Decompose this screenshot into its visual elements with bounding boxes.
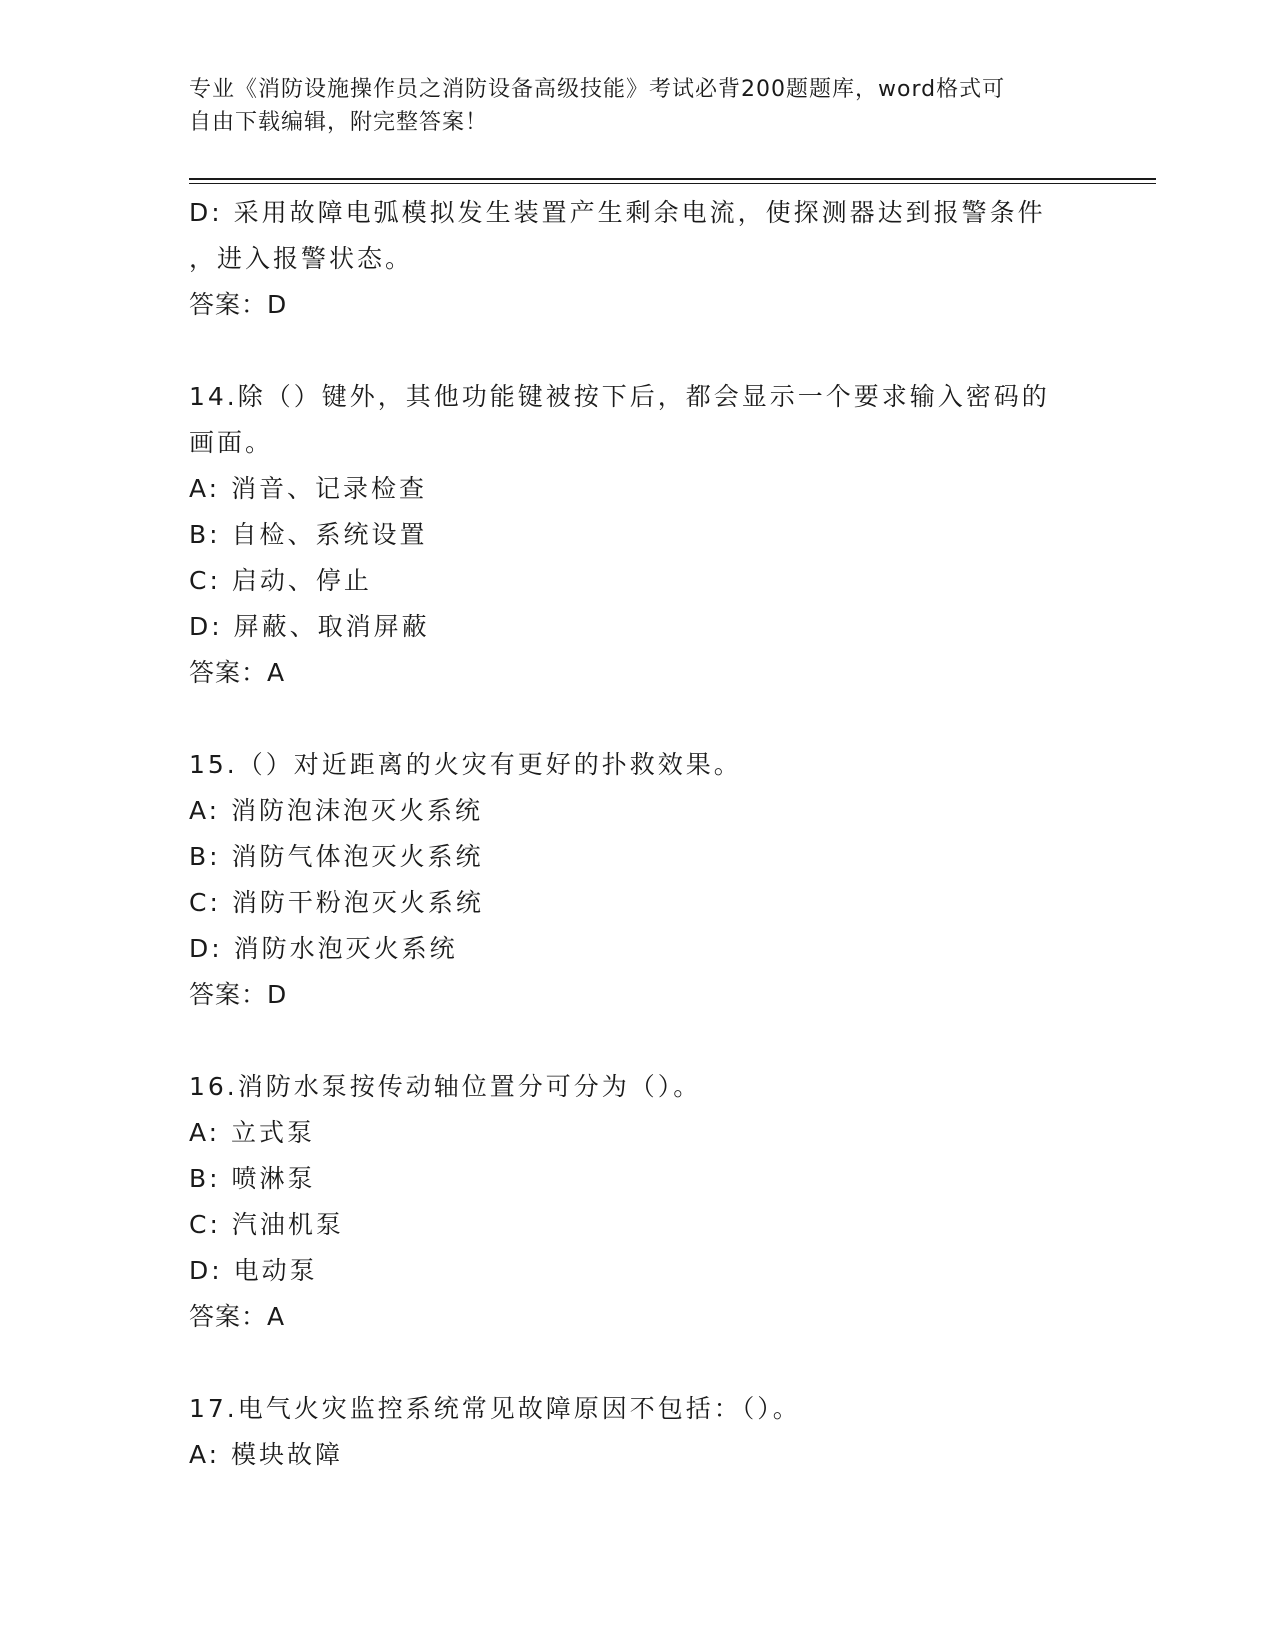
question-stem-line-1: 15.（）对近距离的火灾有更好的扑救效果。 <box>189 750 742 779</box>
header-divider-thin <box>189 183 1156 184</box>
answer-line: 答案：D <box>189 290 288 319</box>
header-line-2: 自由下载编辑，附完整答案！ <box>189 110 489 135</box>
answer-line: 答案：D <box>189 980 288 1009</box>
spacer <box>189 1340 1089 1386</box>
header-divider-thick <box>189 178 1156 180</box>
option-d: D: 消防水泡灭火系统 <box>189 934 458 963</box>
question-15 <box>189 742 1089 1018</box>
question-17 <box>189 1386 1089 1478</box>
answer-line: 答案：A <box>189 658 286 687</box>
question-stem-line-2: 画面。 <box>189 428 274 457</box>
question-13-fragment <box>189 190 1089 328</box>
option-d: D: 屏蔽、取消屏蔽 <box>189 612 430 641</box>
option-d-line-2: ，进入报警状态。 <box>189 244 414 273</box>
option-a: A: 消防泡沫泡灭火系统 <box>189 796 484 825</box>
question-stem-line-1: 16.消防水泵按传动轴位置分可分为（）。 <box>189 1072 702 1101</box>
document-body <box>189 190 1089 1478</box>
question-stem-line-1: 17.电气火灾监控系统常见故障原因不包括：（）。 <box>189 1394 801 1423</box>
spacer <box>189 328 1089 374</box>
option-c: C: 消防干粉泡灭火系统 <box>189 888 484 917</box>
option-a: A: 消音、记录检查 <box>189 474 428 503</box>
question-stem-line-1: 14.除（）键外，其他功能键被按下后，都会显示一个要求输入密码的 <box>189 382 1050 411</box>
option-d: D: 电动泵 <box>189 1256 318 1285</box>
option-c: C: 启动、停止 <box>189 566 372 595</box>
question-14 <box>189 374 1089 696</box>
header-line-1: 专业《消防设施操作员之消防设备高级技能》考试必背200题题库，word格式可 <box>189 77 1006 102</box>
option-b: B: 自检、系统设置 <box>189 520 428 549</box>
option-a: A: 模块故障 <box>189 1440 344 1469</box>
option-a: A: 立式泵 <box>189 1118 316 1147</box>
spacer <box>189 1018 1089 1064</box>
answer-line: 答案：A <box>189 1302 286 1331</box>
option-d-line-1: D: 采用故障电弧模拟发生装置产生剩余电流，使探测器达到报警条件 <box>189 198 1046 227</box>
option-b: B: 喷淋泵 <box>189 1164 316 1193</box>
spacer <box>189 696 1089 742</box>
question-16 <box>189 1064 1089 1340</box>
option-b: B: 消防气体泡灭火系统 <box>189 842 484 871</box>
document-header <box>189 73 1089 139</box>
option-c: C: 汽油机泵 <box>189 1210 344 1239</box>
